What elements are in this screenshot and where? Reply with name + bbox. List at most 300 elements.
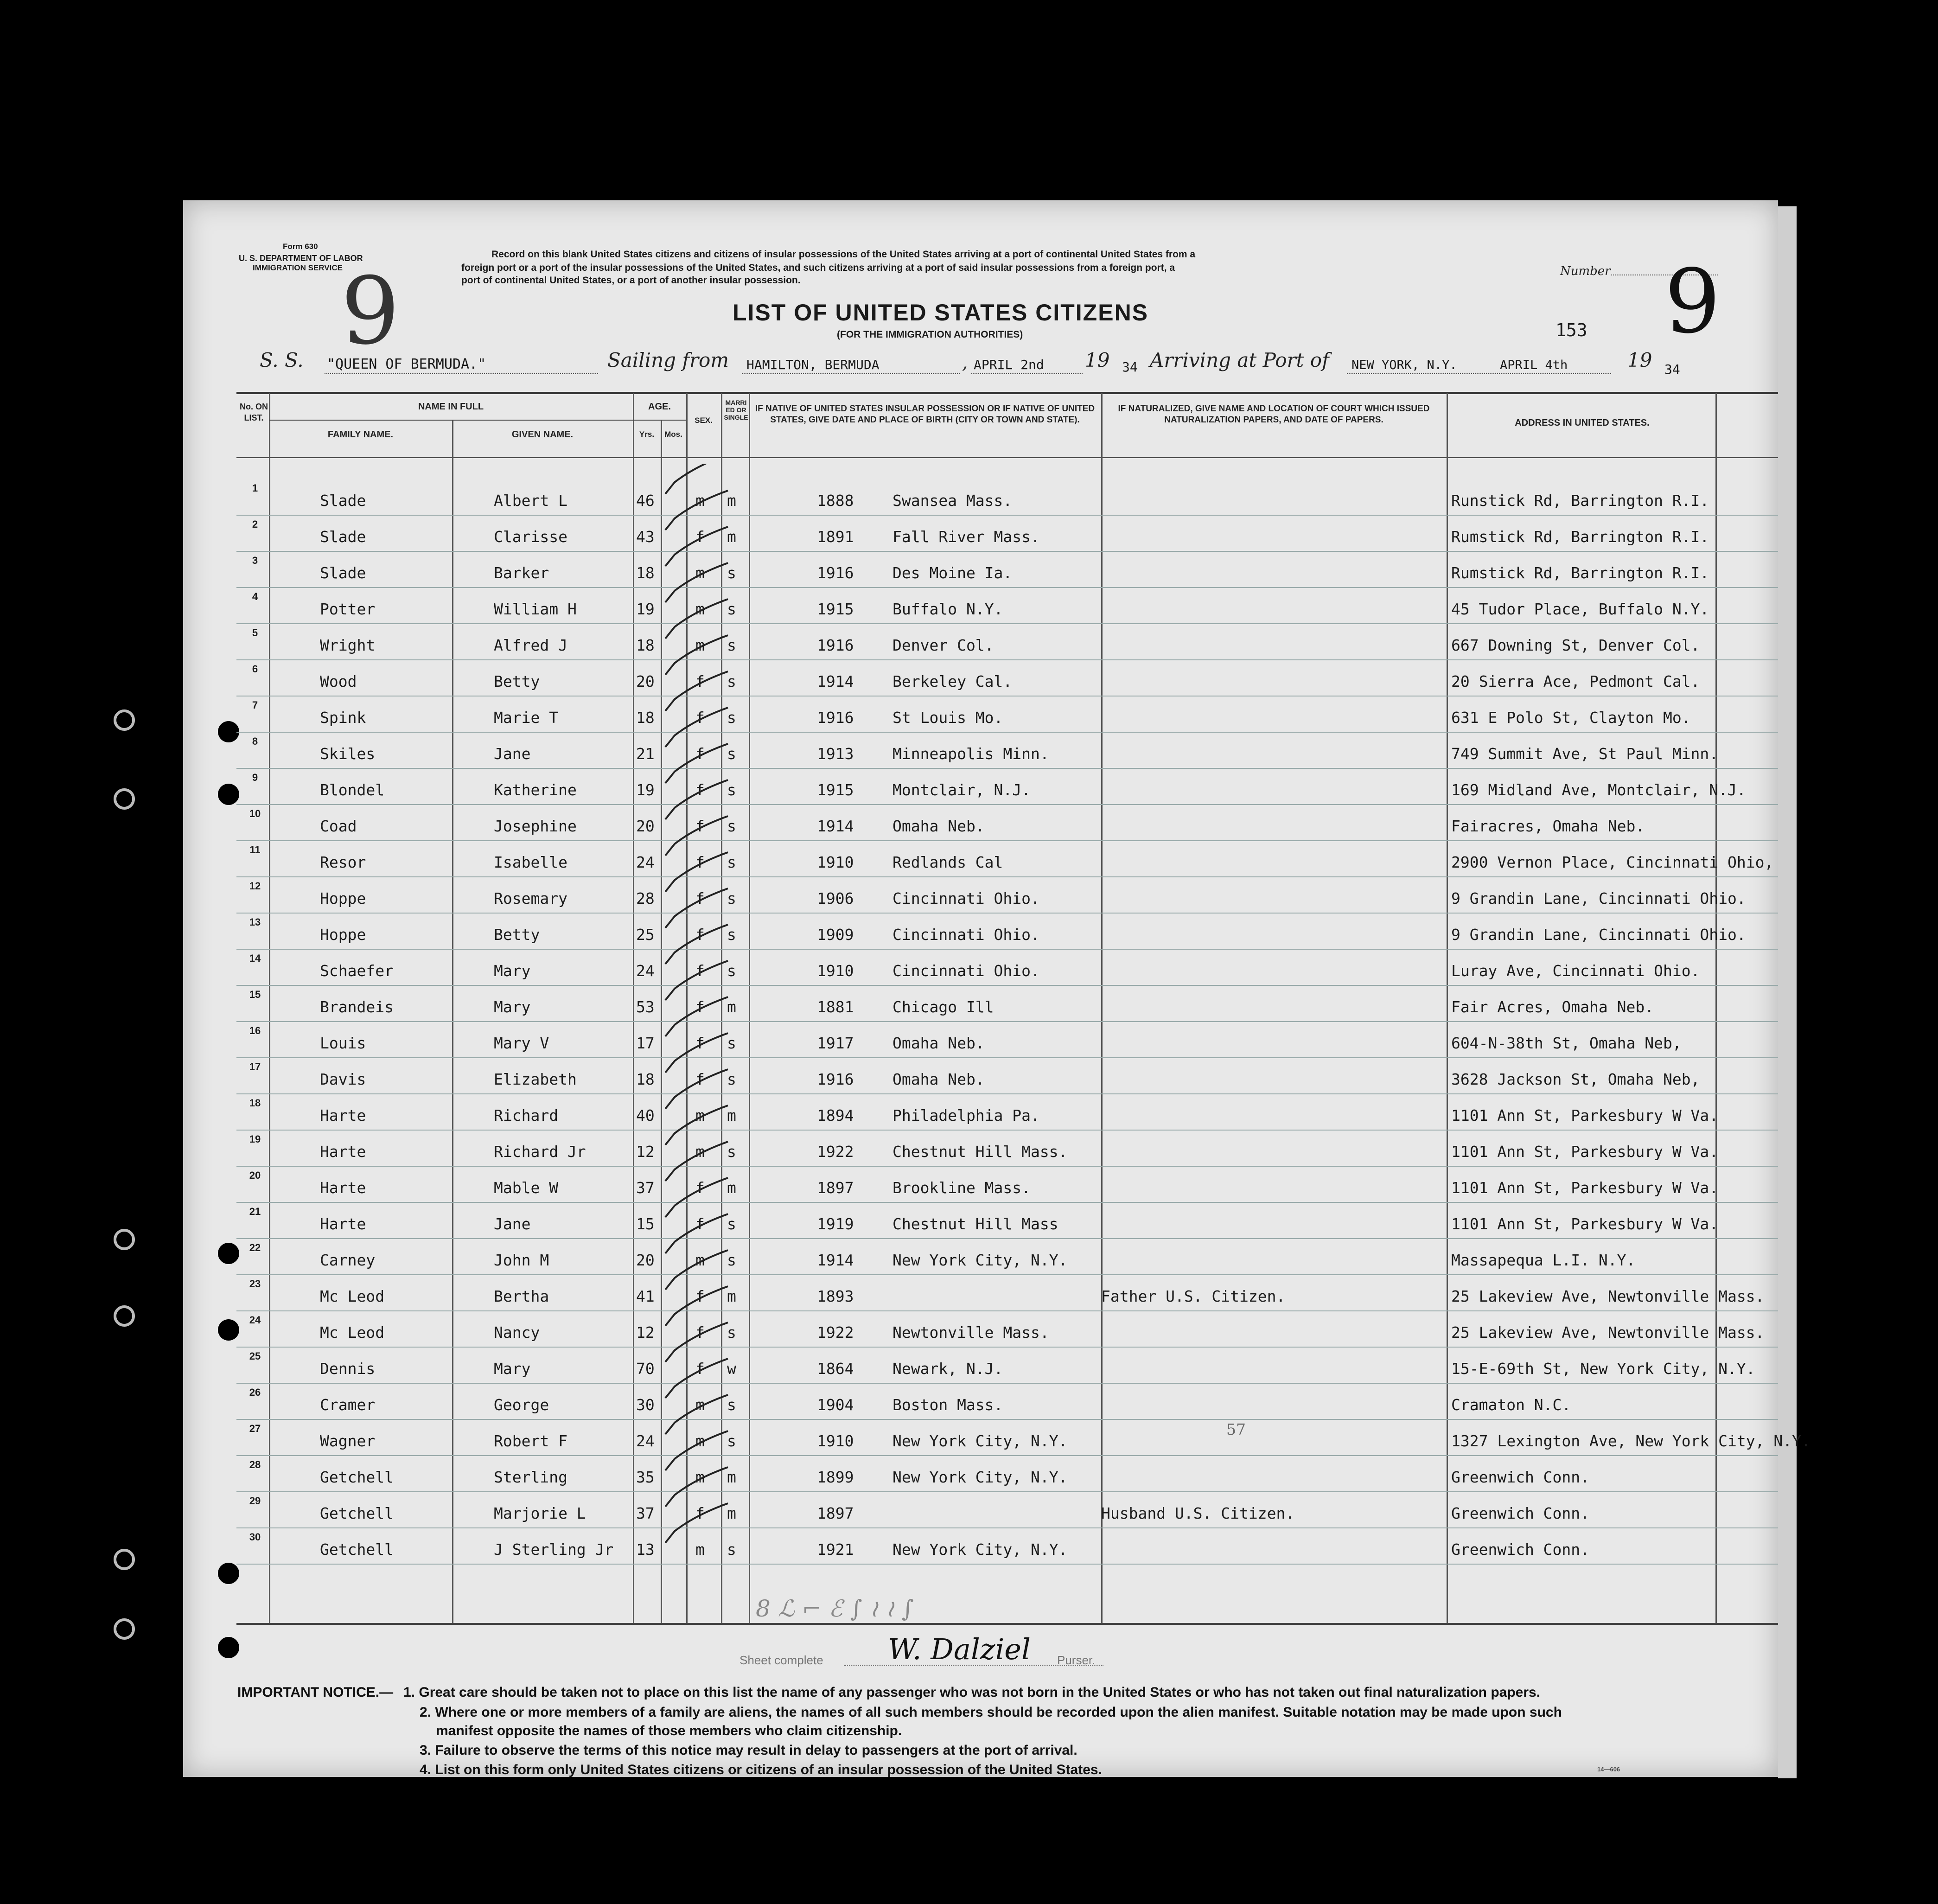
pencil-notation: 8 ℒ ⌐ ℰ ∫ ≀ ≀ ∫ [756, 1595, 914, 1622]
notice-item-1: 1. Great care should be taken not to place on this list the name of any passenger who was not born in the United States or who has not taken out final naturalization papers. [403, 1685, 1541, 1700]
birth-place-cell: Montclair, N.J. [892, 781, 1031, 799]
instruction-line-2: foreign port or a port of the insular possessions of the United States, and such citizens arriving at a port of said insular possessions from a foreign port, a [461, 262, 1175, 273]
age-years-cell: 15 [636, 1215, 655, 1233]
address-cell: 1101 Ann St, Parkesbury W Va. [1451, 1106, 1719, 1125]
sex-cell: f [695, 1287, 705, 1305]
column-divider [633, 393, 634, 1623]
address-cell: 3628 Jackson St, Omaha Neb, [1451, 1070, 1700, 1088]
birth-place-cell: Swansea Mass. [892, 492, 1013, 510]
given-name-cell: Betty [494, 926, 540, 944]
table-bottom-rule [236, 1623, 1778, 1625]
address-cell: 667 Downing St, Denver Col. [1451, 636, 1700, 654]
arrival-port: NEW YORK, N.Y. [1352, 358, 1457, 372]
document-title: LIST OF UNITED STATES CITIZENS [733, 300, 1149, 326]
given-name-cell: J Sterling Jr [494, 1540, 614, 1559]
check-mark [665, 1178, 728, 1217]
marital-status-cell: s [727, 636, 736, 654]
address-cell: Greenwich Conn. [1451, 1468, 1590, 1486]
row-number-cell: 29 [249, 1495, 261, 1507]
given-name-cell: Mary [494, 998, 531, 1016]
department-label: U. S. DEPARTMENT OF LABOR [239, 254, 363, 263]
row-number-cell: 28 [249, 1459, 261, 1470]
row-rule [236, 768, 1778, 769]
address-cell: Greenwich Conn. [1451, 1504, 1590, 1522]
address-cell: 604-N-38th St, Omaha Neb, [1451, 1034, 1682, 1052]
check-mark [665, 1214, 728, 1253]
marital-status-cell: s [727, 781, 736, 799]
row-number-cell: 13 [249, 916, 261, 928]
row-rule [236, 659, 1778, 660]
birth-year-cell: 1910 [817, 1432, 854, 1450]
row-number-cell: 14 [249, 952, 261, 964]
birth-year-cell: 1893 [817, 1287, 854, 1305]
sheet-number: 153 [1556, 320, 1587, 340]
birth-place-cell: New York City, N.Y. [892, 1468, 1068, 1486]
row-rule [236, 1238, 1778, 1239]
handwritten-nine: 9 [1664, 250, 1721, 353]
print-code: 14—606 [1597, 1766, 1620, 1773]
birth-year-cell: 1904 [817, 1396, 854, 1414]
family-name-cell: Dennis [320, 1360, 376, 1378]
family-name-cell: Harte [320, 1179, 366, 1197]
marital-status-cell: s [727, 1070, 736, 1088]
birth-year-cell: 1922 [817, 1143, 854, 1161]
name-subheader-rule [269, 420, 633, 421]
birth-year-cell: 1913 [817, 745, 854, 763]
check-mark [665, 1431, 728, 1470]
age-years-cell: 24 [636, 1432, 655, 1450]
table-header-rule [236, 457, 1778, 458]
check-mark [665, 635, 728, 675]
handwritten-nine-left: 9 [341, 257, 400, 365]
family-name-cell: Potter [320, 600, 376, 618]
header-given-name: GIVEN NAME. [511, 429, 574, 440]
check-mark [665, 816, 728, 856]
birth-year-cell: 1910 [817, 853, 854, 871]
age-years-cell: 18 [636, 564, 655, 582]
birth-place-cell: Chicago Ill [892, 998, 994, 1016]
family-name-cell: Schaefer [320, 962, 394, 980]
given-name-cell: Mary V [494, 1034, 549, 1052]
family-name-cell: Blondel [320, 781, 385, 799]
page-edge-strip [1778, 206, 1797, 1778]
given-name-cell: Betty [494, 672, 540, 690]
sailing-year-prefix: 19 [1085, 349, 1110, 371]
marital-status-cell: s [727, 1540, 736, 1559]
row-rule [236, 876, 1778, 877]
sex-cell: f [695, 1179, 705, 1197]
family-name-cell: Resor [320, 853, 366, 871]
birth-place-cell: Chestnut Hill Mass. [892, 1143, 1068, 1161]
row-number-cell: 25 [249, 1350, 261, 1362]
check-mark [665, 563, 728, 602]
arriving-label: Arriving at Port of [1150, 349, 1329, 371]
document-subtitle: (FOR THE IMMIGRATION AUTHORITIES) [837, 329, 1023, 340]
age-years-cell: 12 [636, 1323, 655, 1342]
address-cell: 169 Midland Ave, Montclair, N.J. [1451, 781, 1746, 799]
address-cell: 20 Sierra Ace, Pedmont Cal. [1451, 672, 1700, 690]
punch-hole [218, 1243, 239, 1264]
check-mark [665, 1323, 728, 1362]
marital-status-cell: s [727, 889, 736, 907]
row-number-cell: 22 [249, 1242, 261, 1253]
row-rule [236, 1202, 1778, 1203]
check-mark [665, 708, 728, 747]
address-cell: 9 Grandin Lane, Cincinnati Ohio. [1451, 926, 1746, 944]
marital-status-cell: m [727, 998, 736, 1016]
naturalization-cell: Father U.S. Citizen. [1101, 1287, 1286, 1305]
age-years-cell: 53 [636, 998, 655, 1016]
family-name-cell: Getchell [320, 1504, 394, 1522]
age-years-cell: 21 [636, 745, 655, 763]
header-address: ADDRESS IN UNITED STATES. [1515, 418, 1650, 428]
sex-cell: f [695, 745, 705, 763]
row-number-cell: 16 [249, 1025, 261, 1036]
age-subheader-rule [633, 420, 686, 421]
birth-place-cell: Chestnut Hill Mass [892, 1215, 1058, 1233]
sex-cell: f [695, 998, 705, 1016]
sailing-date-blank [971, 373, 1083, 374]
check-mark [665, 780, 728, 819]
row-number-cell: 11 [249, 844, 261, 856]
row-number-cell: 20 [249, 1169, 261, 1181]
row-rule [236, 1383, 1778, 1384]
sailing-label: Sailing from [607, 349, 729, 371]
family-name-cell: Davis [320, 1070, 366, 1088]
given-name-cell: Jane [494, 745, 531, 763]
punch-hole [114, 473, 135, 494]
age-years-cell: 24 [636, 962, 655, 980]
age-years-cell: 19 [636, 781, 655, 799]
marital-status-cell: m [727, 1468, 736, 1486]
family-name-cell: Coad [320, 817, 357, 835]
punch-hole [114, 709, 135, 731]
address-cell: Rumstick Rd, Barrington R.I. [1451, 528, 1709, 546]
address-cell: 25 Lakeview Ave, Newtonville Mass. [1451, 1323, 1765, 1342]
given-name-cell: Mary [494, 962, 531, 980]
marital-status-cell: s [727, 564, 736, 582]
birth-year-cell: 1891 [817, 528, 854, 546]
given-name-cell: Nancy [494, 1323, 540, 1342]
row-number-cell: 2 [252, 518, 258, 530]
birth-place-cell: Newark, N.J. [892, 1360, 1003, 1378]
family-name-cell: Harte [320, 1215, 366, 1233]
column-divider [1101, 393, 1103, 1623]
arrival-year-prefix: 19 [1627, 349, 1652, 371]
row-number-cell: 21 [249, 1206, 261, 1217]
birth-place-cell: Cincinnati Ohio. [892, 889, 1040, 907]
marital-status-cell: s [727, 600, 736, 618]
family-name-cell: Wood [320, 672, 357, 690]
ship-name: "QUEEN OF BERMUDA." [327, 356, 486, 372]
row-number-cell: 9 [252, 772, 258, 783]
check-mark [665, 599, 728, 639]
birth-year-cell: 1916 [817, 709, 854, 727]
marital-status-cell: s [727, 817, 736, 835]
row-rule [236, 1310, 1778, 1311]
instruction-line-1: Record on this blank United States citizens and citizens of insular possessions of the United States arriving at a port of continental United States from a [491, 249, 1196, 260]
column-divider [269, 393, 270, 1623]
age-years-cell: 37 [636, 1504, 655, 1522]
row-rule [236, 804, 1778, 805]
birth-year-cell: 1888 [817, 492, 854, 510]
sex-cell: f [695, 709, 705, 727]
marital-status-cell: m [727, 1287, 736, 1305]
check-mark [665, 527, 728, 566]
row-rule [236, 1419, 1778, 1420]
given-name-cell: Robert F [494, 1432, 567, 1450]
age-years-cell: 24 [636, 853, 655, 871]
address-cell: 45 Tudor Place, Buffalo N.Y. [1451, 600, 1709, 618]
marital-status-cell: s [727, 1396, 736, 1414]
punch-hole [218, 1637, 239, 1658]
birth-place-cell: Berkeley Cal. [892, 672, 1013, 690]
sex-cell: f [695, 817, 705, 835]
check-mark [665, 1250, 728, 1290]
check-mark [665, 961, 728, 1000]
sex-cell: m [695, 1468, 705, 1486]
row-number-cell: 19 [249, 1133, 261, 1145]
family-name-cell: Harte [320, 1106, 366, 1125]
sex-cell: m [695, 1432, 705, 1450]
row-rule [236, 1564, 1778, 1565]
birth-year-cell: 1910 [817, 962, 854, 980]
age-years-cell: 13 [636, 1540, 655, 1559]
check-mark [665, 997, 728, 1036]
marital-status-cell: m [727, 1179, 736, 1197]
birth-year-cell: 1864 [817, 1360, 854, 1378]
birth-place-cell: Redlands Cal [892, 853, 1003, 871]
given-name-cell: Sterling [494, 1468, 567, 1486]
row-number-cell: 1 [252, 482, 258, 494]
row-rule [236, 551, 1778, 552]
given-name-cell: Marjorie L [494, 1504, 586, 1522]
marital-status-cell: m [727, 492, 736, 510]
row-rule [236, 587, 1778, 588]
row-rule [236, 1527, 1778, 1528]
check-mark [665, 1467, 728, 1507]
punch-hole [218, 784, 239, 805]
check-mark [665, 1359, 728, 1398]
header-name-in-full: NAME IN FULL [418, 402, 484, 412]
notice-item-3: 3. Failure to observe the terms of this notice may result in delay to passengers at the port of arrival. [420, 1743, 1077, 1758]
birth-place-cell: Newtonville Mass. [892, 1323, 1049, 1342]
birth-year-cell: 1909 [817, 926, 854, 944]
punch-hole [218, 1319, 239, 1341]
age-years-cell: 46 [636, 492, 655, 510]
header-yrs: Yrs. [639, 430, 655, 439]
age-years-cell: 17 [636, 1034, 655, 1052]
header-birth: IF NATIVE OF UNITED STATES INSULAR POSSESSION OR IF NATIVE OF UNITED STATES, GIVE DATE AND PLACE OF BIRTH (CITY OR TOWN AND STATE). [755, 404, 1095, 425]
given-name-cell: Mary [494, 1360, 531, 1378]
age-years-cell: 41 [636, 1287, 655, 1305]
sex-cell: m [695, 1106, 705, 1125]
birth-place-cell: Cincinnati Ohio. [892, 962, 1040, 980]
birth-year-cell: 1915 [817, 600, 854, 618]
sex-cell: f [695, 672, 705, 690]
birth-year-cell: 1915 [817, 781, 854, 799]
given-name-cell: Katherine [494, 781, 577, 799]
marital-status-cell: s [727, 1251, 736, 1269]
family-name-cell: Cramer [320, 1396, 376, 1414]
age-years-cell: 20 [636, 672, 655, 690]
row-number-cell: 8 [252, 735, 258, 747]
service-label: IMMIGRATION SERVICE [253, 263, 343, 272]
given-name-cell: Richard [494, 1106, 559, 1125]
header-married-single: MARRIED OR SINGLE [724, 399, 748, 421]
arrival-date: APRIL 4th [1500, 358, 1568, 372]
sailing-date: APRIL 2nd [974, 357, 1044, 372]
birth-place-cell: Buffalo N.Y. [892, 600, 1003, 618]
birth-place-cell: Boston Mass. [892, 1396, 1003, 1414]
address-cell: Fairacres, Omaha Neb. [1451, 817, 1645, 835]
sex-cell: f [695, 1070, 705, 1088]
check-mark [665, 888, 728, 928]
instruction-line-3: port of continental United States, or a port of another insular possession. [461, 275, 801, 286]
age-years-cell: 43 [636, 528, 655, 546]
age-years-cell: 18 [636, 1070, 655, 1088]
address-cell: Greenwich Conn. [1451, 1540, 1590, 1559]
given-name-cell: Albert L [494, 492, 567, 510]
birth-year-cell: 1914 [817, 1251, 854, 1269]
birth-year-cell: 1916 [817, 636, 854, 654]
address-cell: 1101 Ann St, Parkesbury W Va. [1451, 1179, 1719, 1197]
birth-place-cell: Omaha Neb. [892, 1034, 985, 1052]
row-rule [236, 985, 1778, 986]
row-number-cell: 5 [252, 627, 258, 639]
address-cell: Runstick Rd, Barrington R.I. [1451, 492, 1709, 510]
given-name-cell: George [494, 1396, 549, 1414]
notice-item-2a: 2. Where one or more members of a family are aliens, the names of all such members should be recorded upon the alien manifest. Suitable notation may be made upon such [420, 1705, 1562, 1720]
column-divider [1447, 393, 1448, 1623]
family-name-cell: Getchell [320, 1468, 394, 1486]
birth-year-cell: 1897 [817, 1179, 854, 1197]
row-number-cell: 12 [249, 880, 261, 892]
sex-cell: m [695, 1396, 705, 1414]
address-cell: Cramaton N.C. [1451, 1396, 1571, 1414]
family-name-cell: Skiles [320, 745, 376, 763]
row-rule [236, 1130, 1778, 1131]
row-number-cell: 26 [249, 1386, 261, 1398]
address-cell: Rumstick Rd, Barrington R.I. [1451, 564, 1709, 582]
row-rule [236, 1455, 1778, 1456]
address-cell: 1101 Ann St, Parkesbury W Va. [1451, 1215, 1719, 1233]
marital-status-cell: w [727, 1360, 736, 1378]
address-cell: 1101 Ann St, Parkesbury W Va. [1451, 1143, 1719, 1161]
row-rule [236, 1347, 1778, 1348]
notice-item-2b: manifest opposite the names of those members who claim citizenship. [436, 1723, 902, 1738]
check-mark [665, 1069, 728, 1109]
birth-year-cell: 1894 [817, 1106, 854, 1125]
punch-hole [114, 1549, 135, 1570]
row-number-cell: 15 [249, 989, 261, 1000]
birth-place-cell: St Louis Mo. [892, 709, 1003, 727]
marital-status-cell: s [727, 1215, 736, 1233]
given-name-cell: Josephine [494, 817, 577, 835]
row-rule [236, 840, 1778, 841]
marital-status-cell: m [727, 1504, 736, 1522]
address-cell: Fair Acres, Omaha Neb. [1451, 998, 1654, 1016]
punch-hole [114, 392, 135, 413]
family-name-cell: Hoppe [320, 889, 366, 907]
birth-place-cell: Minneapolis Minn. [892, 745, 1049, 763]
row-rule [236, 1491, 1778, 1492]
sex-cell: m [695, 600, 705, 618]
address-cell: 9 Grandin Lane, Cincinnati Ohio. [1451, 889, 1746, 907]
punch-hole [114, 1305, 135, 1327]
address-cell: 2900 Vernon Place, Cincinnati Ohio, [1451, 853, 1774, 871]
birth-place-cell: Denver Col. [892, 636, 994, 654]
punch-hole [218, 1563, 239, 1584]
age-years-cell: 37 [636, 1179, 655, 1197]
family-name-cell: Brandeis [320, 998, 394, 1016]
row-rule [236, 732, 1778, 733]
purser-label: Purser. [1057, 1653, 1096, 1667]
birth-year-cell: 1916 [817, 564, 854, 582]
given-name-cell: Rosemary [494, 889, 567, 907]
row-rule [236, 913, 1778, 914]
given-name-cell: Clarisse [494, 528, 567, 546]
arrival-port-blank [1347, 373, 1611, 374]
sex-cell: f [695, 781, 705, 799]
ss-label: S. S. [260, 349, 304, 371]
family-name-cell: Wagner [320, 1432, 376, 1450]
address-cell: Luray Ave, Cincinnati Ohio. [1451, 962, 1700, 980]
sex-cell: m [695, 1540, 705, 1559]
sex-cell: m [695, 564, 705, 582]
birth-year-cell: 1919 [817, 1215, 854, 1233]
check-mark [665, 1286, 728, 1326]
birth-place-cell: New York City, N.Y. [892, 1540, 1068, 1559]
header-no-on-list: No. ON LIST. [240, 402, 268, 422]
given-name-cell: Barker [494, 564, 549, 582]
age-years-cell: 18 [636, 636, 655, 654]
check-mark [665, 1395, 728, 1434]
age-years-cell: 12 [636, 1143, 655, 1161]
sex-cell: m [695, 492, 705, 510]
sex-cell: f [695, 889, 705, 907]
birth-place-cell: New York City, N.Y. [892, 1251, 1068, 1269]
given-name-cell: Alfred J [494, 636, 567, 654]
age-years-cell: 20 [636, 1251, 655, 1269]
birth-place-cell: Omaha Neb. [892, 1070, 985, 1088]
notice-label: IMPORTANT NOTICE.— [237, 1685, 394, 1700]
address-cell: Massapequa L.I. N.Y. [1451, 1251, 1636, 1269]
ship-blank [325, 373, 598, 374]
birth-year-cell: 1897 [817, 1504, 854, 1522]
family-name-cell: Mc Leod [320, 1287, 385, 1305]
sex-cell: m [695, 636, 705, 654]
row-number-cell: 18 [249, 1097, 261, 1109]
check-mark [665, 852, 728, 892]
sex-cell: f [695, 1360, 705, 1378]
marital-status-cell: s [727, 926, 736, 944]
notice-item-4: 4. List on this form only United States citizens or citizens of an insular possession of the United States. [420, 1762, 1102, 1777]
sex-cell: f [695, 1323, 705, 1342]
family-name-cell: Wright [320, 636, 376, 654]
marital-status-cell: s [727, 1432, 736, 1450]
birth-year-cell: 1916 [817, 1070, 854, 1088]
birth-year-cell: 1921 [817, 1540, 854, 1559]
address-cell: 1327 Lexington Ave, New York City, N.Y. [1451, 1432, 1810, 1450]
sex-cell: f [695, 853, 705, 871]
sex-cell: f [695, 1504, 705, 1522]
given-name-cell: Elizabeth [494, 1070, 577, 1088]
birth-year-cell: 1914 [817, 672, 854, 690]
sailing-port-blank [742, 373, 960, 374]
table-top-rule [236, 392, 1778, 394]
row-number-cell: 10 [249, 808, 261, 819]
